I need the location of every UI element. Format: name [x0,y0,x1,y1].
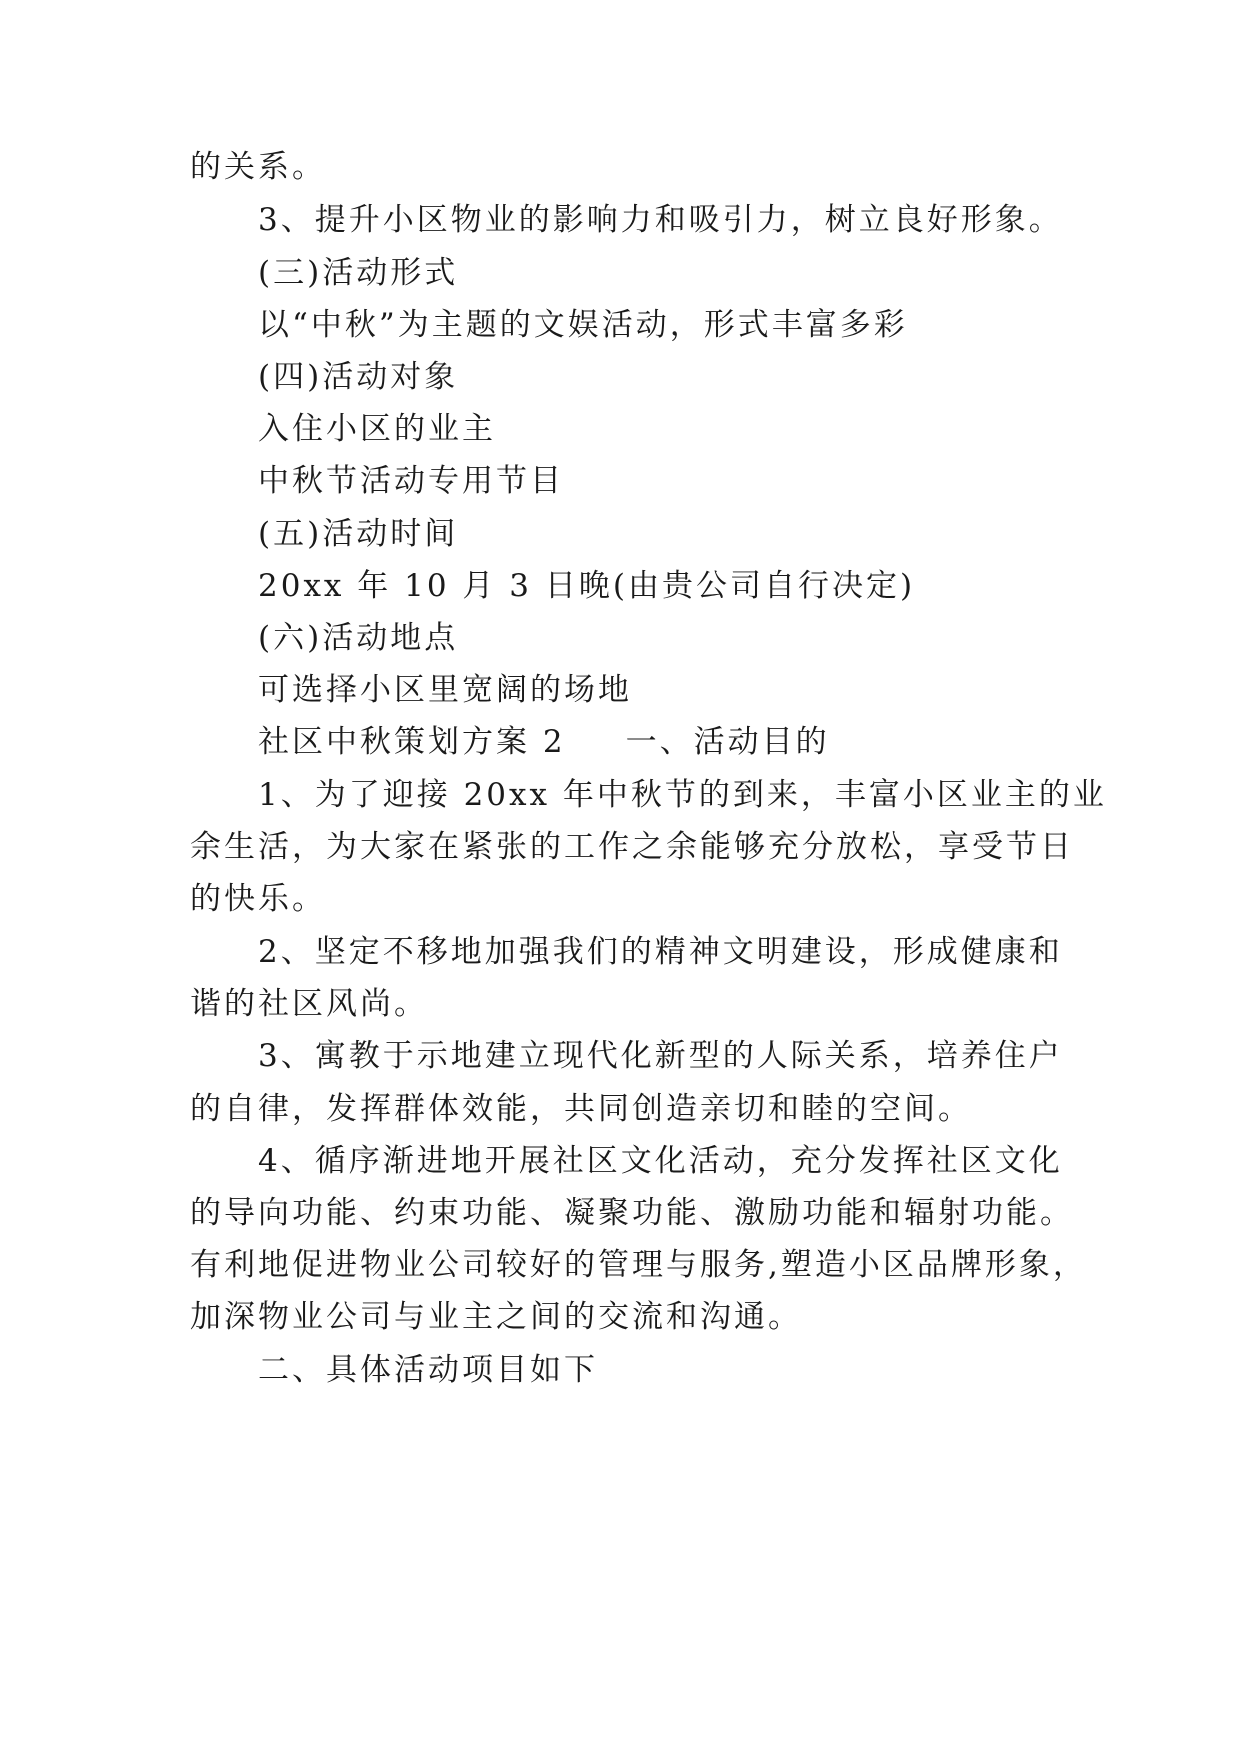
text-line: 以“中秋”为主题的文娱活动，形式丰富多彩 [258,307,908,343]
paragraph-line: 余生活，为大家在紧张的工作之余能够充分放松，享受节日 [190,829,1074,865]
section-heading: (三)活动形式 [258,255,459,291]
paragraph-line: 谐的社区风尚。 [190,986,428,1022]
section-heading: (四)活动对象 [258,359,459,395]
paragraph-line: 的自律，发挥群体效能，共同创造亲切和睦的空间。 [190,1091,972,1127]
paragraph-line: 3、寓教于示地建立现代化新型的人际关系，培养住户 [258,1038,1063,1074]
paragraph-line: 有利地促进物业公司较好的管理与服务,塑造小区品牌形象， [190,1247,1087,1283]
section-heading: 二、具体活动项目如下 [258,1352,598,1388]
section-heading: 一、活动目的 [625,724,830,760]
plan-title-line [258,722,830,762]
section-heading: (六)活动地点 [258,620,459,656]
paragraph-line: 的快乐。 [190,881,326,917]
paragraph-line: 加深物业公司与业主之间的交流和沟通。 [190,1299,802,1335]
paragraph-line: 1、为了迎接 20xx 年中秋节的到来，丰富小区业主的业 [258,777,1107,813]
paragraph-line: 的导向功能、约束功能、凝聚功能、激励功能和辐射功能。 [190,1195,1074,1231]
paragraph-line: 4、循序渐进地开展社区文化活动，充分发挥社区文化 [258,1143,1063,1179]
text-line: 可选择小区里宽阔的场地 [258,672,632,708]
text-line: 入住小区的业主 [258,411,496,447]
text-line: 20xx 年 10 月 3 日晚(由贵公司自行决定) [258,568,916,604]
text-line: 中秋节活动专用节目 [258,463,564,499]
text-line: 3、提升小区物业的影响力和吸引力，树立良好形象。 [258,202,1063,238]
section-heading: (五)活动时间 [258,516,459,552]
paragraph-line: 2、坚定不移地加强我们的精神文明建设，形成健康和 [258,934,1063,970]
plan-title: 社区中秋策划方案 2 [258,724,566,760]
text-line: 的关系。 [190,149,326,185]
